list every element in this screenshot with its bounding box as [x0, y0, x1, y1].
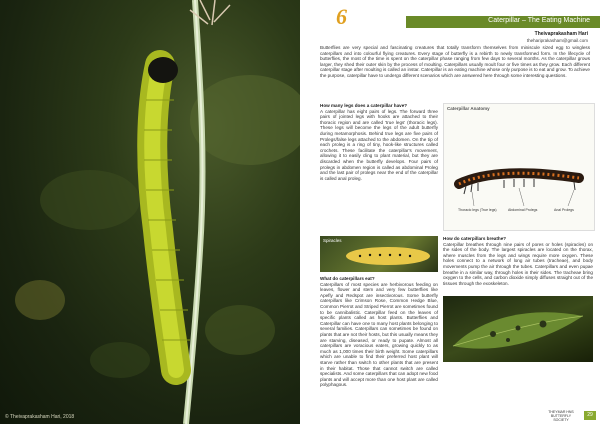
photo-credit: © Theivaprakasham Hari, 2018	[5, 414, 75, 420]
q3-section	[320, 276, 438, 404]
q3-body: Caterpillars of most species are herbivorous feeding on leaves, flower and stem and very few butterflies like Apefly and Redspot are insectivorous. Some butterfly caterpillars like Crimson Rose, Common Hedge Blue, Common Pierrot and Striped Pierrot are sometimes found to be cannibalistic. Caterpillar feed on the leaves of specific plants called as host plants. Butterflies and Caterpillar can have one to many host plants belonging to several families. Caterpillars can sometimes be found on plants that are not their hosts, but this usually means they are starving, diseased, or ready to pupate. Almost all caterpillars are voracious eaters, growing quickly to as much as 1,000 times their birth weight. Some caterpillars which are unable to find their preferred host plant will starve rather than switch to other plants that are present in their habitat. Those that cannot switch are called specialists. And some caterpillars that can adopt new food plants and will accept more than one host plant are called polyphagous.	[320, 281, 438, 388]
spiracles-photo	[320, 236, 438, 272]
q2-section	[443, 236, 593, 286]
anatomy-label-anal: Anal Prolegs	[554, 208, 574, 212]
anatomy-title: Caterpillar Anatomy	[447, 106, 490, 111]
society-logo: THEYMAR HNS BUTTERFLY SOCIETY	[548, 410, 574, 422]
author-name: Theivaprakasham Hari	[534, 31, 588, 37]
q1-section	[320, 103, 438, 241]
q1-heading: How many legs does a caterpillar have?	[320, 103, 408, 108]
intro-paragraph: Butterflies are very special and fascinating creatures that totally transform themselves from miniscule sized egg to wingless caterpillars and into colourful flying creatures. Every stage of butterfly is a rebirth to newly transformed form. In the lifecycle of butterflies, the most of the time is spent on the caterpillar phase ranging from few days to several months. As the caterpillar grows larger, they shed their outer skin by the process of moulting. Caterpillars usually moult four or five times as they grow. Each different caterpillar stage after moulting is called an instar. Caterpillar is an eating machine whose only purpose is to eat and grow. To achieve the purpose, caterpillar have to undergo different scenarios which are answered here through some interesting questions.	[320, 45, 590, 78]
page-number: 29	[584, 411, 596, 420]
q3-heading: What do caterpillars eat?	[320, 276, 375, 281]
article-title: Caterpillar – The Eating Machine	[488, 17, 590, 24]
q1-body: A caterpillar has eight pairs of legs. The forward three pairs of jointed legs with hooks are attached to their thoracic region and are called 'true legs' (thoracic legs). These legs will become the legs of the adult butterfly during metamorphosis. Behind true legs are five pairs of Prolegs/false legs attached to the abdomen. On the tip of each proleg is a ring of tiny, hook-like structures called crochets. These facilitate the caterpillar's movement, allowing it to easily cling to plant material, but they are discarded when the butterfly develops. Four pairs of prolegs in abdomen region is called as abdominal Proleg and the last pair of prolegs near the end of the caterpillar is called anal proleg.	[320, 108, 438, 181]
anatomy-label-thoracic: Thoracic legs (True legs)	[458, 208, 497, 212]
section-number: 6	[336, 4, 347, 29]
leaf-photo	[443, 296, 593, 362]
author-email: thehariprakasham@gmail.com	[526, 38, 588, 43]
anatomy-label-abdominal: Abdominal Prolegs	[508, 208, 538, 212]
article-page	[300, 0, 600, 424]
spiracles-caption: Spiracles	[323, 238, 342, 243]
anatomy-diagram	[443, 103, 595, 231]
q2-body: Caterpillar breathes through nine pairs of pores or holes (spiracles) on the sides of the body. The largest spiracles are located on the thorax, where muscles from the legs and wings require more oxygen. These holes connect to a network of long air tubes (tracheae), and body movements pump the air through the tubes. Caterpillars and even pupae breathe in a similar way, through holes in their sides. The tracheae bring oxygen to the cells, and carbon dioxide simply diffuses straight out of the tissues through the exoskeleton.	[443, 241, 593, 286]
q2-heading: How do caterpillars breathe?	[443, 236, 507, 241]
title-bar	[406, 16, 600, 28]
